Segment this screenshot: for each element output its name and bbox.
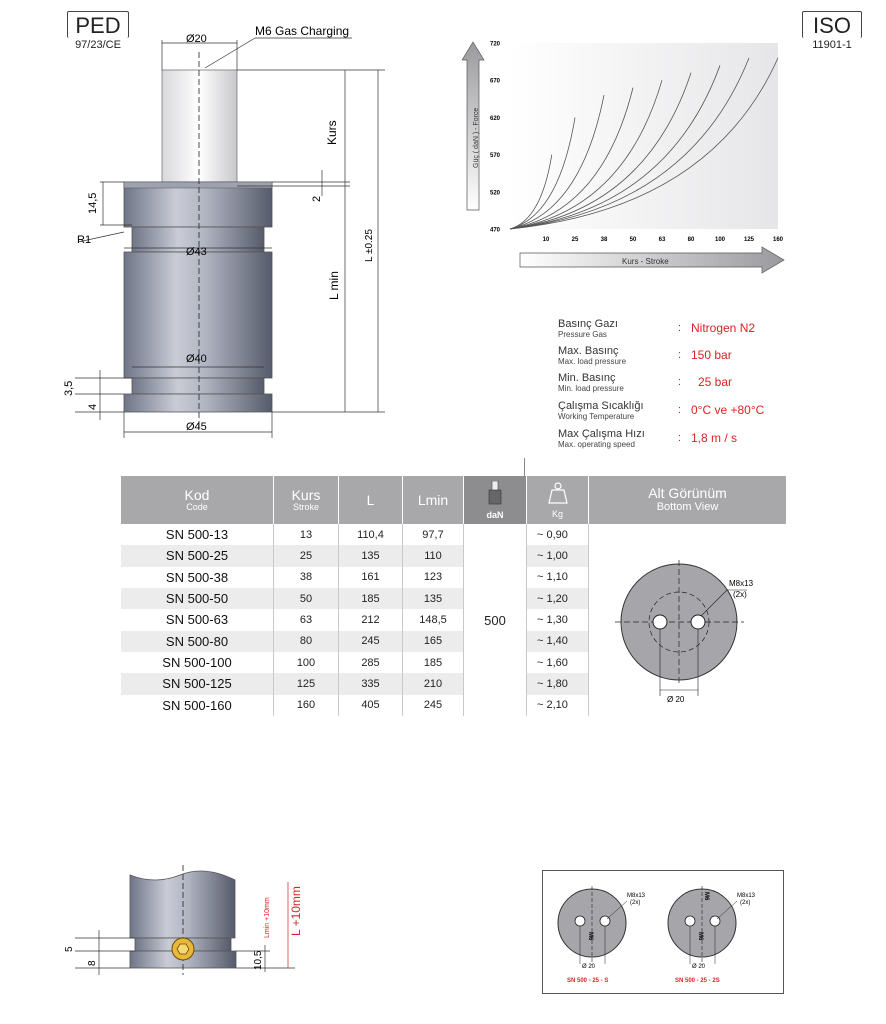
variant-2s-dia: Ø 20	[692, 964, 706, 970]
cell-weight: ~ 1,10	[527, 567, 589, 588]
variant-2s-thread: M8x13	[737, 893, 756, 899]
header-code-label: Kod	[184, 487, 210, 503]
header-force	[464, 476, 527, 524]
dim-d45: Ø45	[186, 421, 207, 433]
cell-weight: ~ 1,80	[527, 673, 589, 694]
weight-icon	[548, 482, 568, 504]
cell-lmin: 185	[403, 652, 464, 673]
x-tick-label: 50	[629, 237, 637, 243]
dim-lmin: L min	[327, 271, 341, 300]
cell-code: SN 500-125	[121, 673, 274, 694]
header-weight	[527, 476, 589, 524]
cell-code: SN 500-38	[121, 567, 274, 588]
x-tick-label: 160	[772, 237, 784, 243]
y-tick-label: 570	[489, 153, 500, 160]
ped-title: PED	[67, 11, 129, 38]
l-plus-label: L +10mm	[289, 886, 303, 936]
bottom-view-drawing	[589, 524, 787, 716]
dim-d43: Ø43	[186, 246, 207, 258]
cell-weight: ~ 0,90	[527, 524, 589, 545]
iso-subtitle: 11901-1	[812, 39, 852, 51]
x-tick-label: 25	[571, 237, 579, 243]
header-code-en: Code	[186, 502, 208, 512]
cell-code: SN 500-50	[121, 588, 274, 609]
header-l-label: L	[366, 492, 375, 508]
variant-2s-mark-lower: M6	[697, 932, 703, 941]
cell-code: SN 500-80	[121, 631, 274, 652]
cell-l: 245	[339, 631, 403, 652]
spec-label-tr: Basınç Gazı	[558, 318, 618, 330]
spec-label-en: Min. load pressure	[558, 384, 624, 393]
cell-force: 500	[464, 524, 527, 716]
dim-rod-diameter: Ø20	[186, 33, 207, 45]
bottom-view-count: (2x)	[733, 590, 747, 599]
spec-label-en: Working Temperature	[558, 412, 635, 421]
variant-s-count: (2x)	[630, 900, 641, 906]
header-lmin	[403, 476, 464, 524]
cell-l: 161	[339, 567, 403, 588]
cell-l: 135	[339, 545, 403, 566]
cell-lmin: 110	[403, 545, 464, 566]
x-tick-label: 80	[687, 237, 695, 243]
iso-title: ISO	[802, 11, 862, 38]
x-tick-label: 100	[714, 237, 726, 243]
cell-code: SN 500-13	[121, 524, 274, 545]
dim-4: 4	[87, 403, 99, 410]
dim-l: L ±0.25	[364, 229, 375, 262]
cell-l: 110,4	[339, 524, 403, 545]
port-detail-drawing	[55, 860, 335, 980]
y-tick-label: 520	[489, 190, 500, 197]
cell-l: 285	[339, 652, 403, 673]
dim-14-5: 14,5	[87, 192, 99, 214]
cell-kurs: 80	[274, 631, 339, 652]
spec-label-tr: Çalışma Sıcaklığı	[558, 400, 644, 412]
spec-value: 1,8 m / s	[691, 431, 738, 445]
cell-l: 212	[339, 609, 403, 630]
cell-weight: ~ 1,00	[527, 545, 589, 566]
cell-code: SN 500-63	[121, 609, 274, 630]
spec-label	[558, 401, 644, 421]
cell-kurs: 38	[274, 567, 339, 588]
iso-badge	[802, 11, 862, 52]
header-bottom-view	[589, 476, 787, 524]
cell-kurs: 13	[274, 524, 339, 545]
x-tick-label: 10	[542, 237, 550, 243]
dim-2: 2	[311, 195, 323, 202]
cell-kurs: 63	[274, 609, 339, 630]
table-row	[121, 524, 786, 545]
dim-5: 5	[64, 946, 75, 952]
header-code	[121, 476, 274, 524]
cell-code: SN 500-25	[121, 545, 274, 566]
y-tick-label: 720	[489, 41, 500, 48]
spec-value: Nitrogen N2	[691, 321, 756, 335]
cell-lmin: 148,5	[403, 609, 464, 630]
piston-rod	[162, 70, 237, 182]
spec-label	[558, 346, 626, 366]
gas-charging-label: M6 Gas Charging	[255, 24, 350, 38]
spec-value: 150 bar	[691, 348, 732, 362]
spec-separator: :	[678, 376, 682, 388]
bottom-view-diameter: Ø 20	[667, 695, 685, 704]
spec-separator: :	[678, 322, 682, 334]
cell-lmin: 135	[403, 588, 464, 609]
spec-separator: :	[678, 404, 682, 416]
variant-s-label: SN 500 - 25 - S	[567, 978, 609, 984]
bottom-view-thread: M8x13	[729, 579, 754, 588]
cell-l: 405	[339, 695, 403, 716]
header-stroke-label: Kurs	[291, 487, 321, 503]
y-tick-label: 670	[489, 78, 500, 85]
cell-lmin: 245	[403, 695, 464, 716]
dim-d40: Ø40	[186, 353, 207, 365]
chart-x-label: Kurs - Stroke	[622, 257, 669, 266]
chart-plot-area	[510, 43, 778, 229]
lmin-plus-label: Lmin +10mm	[264, 897, 271, 938]
dim-r1: R1	[77, 234, 92, 246]
spec-label	[558, 319, 618, 339]
cell-kurs: 125	[274, 673, 339, 694]
dim-8: 8	[87, 960, 98, 966]
spec-label-en: Pressure Gas	[558, 330, 607, 339]
cell-code: SN 500-160	[121, 695, 274, 716]
cell-lmin: 210	[403, 673, 464, 694]
cell-lmin: 97,7	[403, 524, 464, 545]
header-force-label: daN	[486, 509, 504, 520]
cell-weight: ~ 1,60	[527, 652, 589, 673]
variant-2s-label: SN 500 - 25 - 2S	[675, 978, 720, 984]
header-stroke-en: Stroke	[292, 502, 319, 512]
y-tick-label: 470	[489, 227, 500, 234]
spec-separator: :	[678, 349, 682, 361]
dim-kurs: Kurs	[325, 120, 339, 145]
x-tick-label: 38	[600, 237, 608, 243]
spec-label-tr: Max. Basınç	[558, 345, 619, 357]
cell-kurs: 100	[274, 652, 339, 673]
cell-lmin: 165	[403, 631, 464, 652]
spec-value: 25 bar	[698, 375, 733, 389]
force-stroke-chart	[462, 38, 792, 278]
variant-2s-count: (2x)	[740, 900, 751, 906]
spec-label	[558, 373, 624, 393]
cell-l: 335	[339, 673, 403, 694]
variant-s-mark: M6	[587, 932, 593, 941]
cell-kurs: 25	[274, 545, 339, 566]
cylinder-base	[124, 394, 272, 412]
spec-separator: :	[678, 432, 682, 444]
dim-10-5: 10,5	[253, 950, 264, 970]
spec-label-tr: Max Çalışma Hızı	[558, 428, 645, 440]
cell-kurs: 50	[274, 588, 339, 609]
header-bottom-view-en: Bottom View	[656, 501, 719, 513]
body-collar	[124, 182, 272, 227]
header-stroke	[274, 476, 339, 524]
cell-weight: ~ 2,10	[527, 695, 589, 716]
dim-3-5: 3,5	[63, 380, 75, 396]
y-tick-label: 620	[489, 115, 500, 122]
spec-value: 0°C ve +80°C	[691, 403, 765, 417]
cell-lmin: 123	[403, 567, 464, 588]
x-tick-label: 125	[743, 237, 755, 243]
variant-s-thread: M8x13	[627, 893, 646, 899]
spec-label-tr: Min. Basınç	[558, 372, 616, 384]
spec-label-en: Max. load pressure	[558, 357, 627, 366]
spec-label-en: Max. operating speed	[558, 440, 635, 449]
cell-weight: ~ 1,30	[527, 609, 589, 630]
header-lmin-label: Lmin	[417, 492, 449, 508]
cylinder-drawing	[0, 0, 450, 460]
header-weight-label: Kg	[551, 508, 563, 519]
cell-weight: ~ 1,40	[527, 631, 589, 652]
cell-weight: ~ 1,20	[527, 588, 589, 609]
spec-label	[558, 429, 645, 449]
cell-kurs: 160	[274, 695, 339, 716]
cylinder-icon	[488, 481, 502, 505]
ped-subtitle: 97/23/CE	[75, 39, 121, 51]
cell-l: 185	[339, 588, 403, 609]
header-l	[339, 476, 403, 524]
variants-panel	[542, 870, 784, 994]
variant-2s-mark-upper: M6	[703, 892, 709, 901]
model-table	[121, 476, 786, 716]
header-bottom-view-label: Alt Görünüm	[648, 485, 727, 501]
variant-s-dia: Ø 20	[582, 964, 596, 970]
chart-y-label: Güç ( daN ) - Force	[473, 107, 480, 168]
cell-code: SN 500-100	[121, 652, 274, 673]
x-tick-label: 63	[658, 237, 666, 243]
